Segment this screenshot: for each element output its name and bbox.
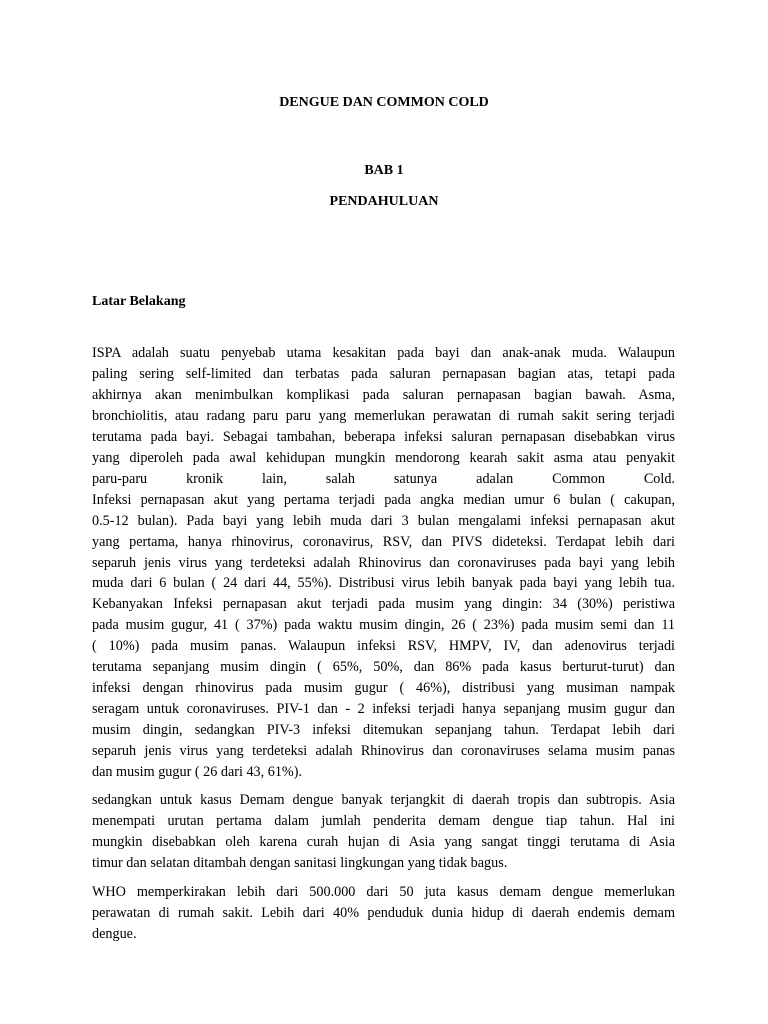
paragraph-line: akhirnya akan menimbulkan komplikasi pada saluran pernapasan bagian bawah. Asma, (92, 386, 675, 403)
paragraph-line: 0.5-12 bulan). Pada bayi yang lebih muda dari 3 bulan mengalami infeksi pernapasan akut (92, 512, 675, 529)
spread-word: Common (552, 470, 605, 487)
paragraph-line: sedangkan untuk kasus Demam dengue banyak terjangkit di daerah tropis dan subtropis. Asia (92, 792, 675, 808)
spread-word: satunya (393, 470, 438, 487)
spread-word: adalan (476, 470, 514, 487)
paragraph-line: separuh jenis virus yang terdeteksi adalah Rhinovirus dan coronaviruses pada bayi yang lebih (92, 554, 675, 571)
chapter-number: BAB 1 (364, 163, 404, 178)
paragraph-line: terutama sepanjang musim dingin ( 65%, 50%, dan 86% pada kasus berturut-turut) dan (92, 659, 675, 676)
paragraph-line: perawatan di rumah sakit. Lebih dari 40% penduduk dunia hidup di daerah endemis demam (92, 904, 675, 921)
paragraph-line: pada musim gugur, 41 ( 37%) pada waktu musim dingin, 26 ( 23%) pada musim semi dan 11 (92, 617, 675, 634)
paragraph-line: seragam untuk coronaviruses. PIV-1 dan - 2 infeksi terjadi hanya sepanjang musim gugur dan (92, 701, 675, 718)
paragraph-line-spread (92, 469, 675, 490)
paragraph-line: infeksi dengan rhinovirus pada musim gugur ( 46%), distribusi yang musiman nampak (92, 680, 675, 697)
spread-word: paru-paru (92, 470, 148, 487)
paragraph-who-estimate (92, 882, 675, 945)
document-title: DENGUE DAN COMMON COLD (279, 95, 489, 110)
paragraph-line: yang diperoleh pada awal kehidupan mungkin mendorong kearah sakit asma atau penyakit (92, 449, 675, 466)
spread-word: kronik (186, 470, 224, 487)
paragraph-line: Kebanyakan Infeksi pernapasan akut terjadi pada musim yang dingin: 34 (30%) peristiwa (92, 596, 675, 613)
paragraph-line: dan musim gugur ( 26 dari 43, 61%). (92, 764, 303, 781)
paragraph-line: Infeksi pernapasan akut yang pertama terjadi pada angka median umur 6 bulan ( cakupan, (92, 491, 675, 508)
spread-word: lain, (262, 470, 287, 487)
section-heading: Latar Belakang (92, 294, 186, 309)
paragraph-line: dengue. (92, 925, 137, 942)
paragraph-line: separuh jenis virus yang terdeteksi adalah Rhinovirus dan coronaviruses selama musim panas (92, 743, 675, 760)
spread-word: Cold. (643, 470, 675, 487)
paragraph-line: bronchiolitis, atau radang paru paru yang memerlukan perawatan di rumah sakit sering terjadi (92, 407, 675, 424)
paragraph-line: musim dingin, sedangkan PIV-3 infeksi ditemukan sepanjang tahun. Terdapat lebih dari (92, 722, 675, 739)
chapter-title: PENDAHULUAN (329, 194, 439, 209)
paragraph-line: ISPA adalah suatu penyebab utama kesakitan pada bayi dan anak-anak muda. Walaupun (92, 345, 675, 361)
paragraph-line: terutama pada bayi. Sebagai tambahan, beberapa infeksi saluran pernapasan disebabkan virus (92, 428, 675, 445)
paragraph-line: mungkin disebabkan oleh karena curah hujan di Asia yang sangat tinggi terutama di Asia (92, 833, 675, 850)
paragraph-line: paling sering self-limited dan terbatas pada saluran pernapasan bagian atas, tetapi pada (92, 365, 675, 382)
paragraph-line: ( 10%) pada musim panas. Walaupun infeksi RSV, HMPV, IV, dan adenovirus terjadi (92, 638, 675, 655)
paragraph-line: timur dan selatan ditambah dengan sanitasi lingkungan yang tidak bagus. (92, 854, 508, 871)
paragraph-line: menempati urutan pertama dalam jumlah penderita demam dengue tiap tahun. Hal ini (92, 812, 675, 829)
paragraph-line: yang pertama, hanya rhinovirus, coronavirus, RSV, dan PIVS dideteksi. Terdapat lebih dari (92, 533, 675, 550)
spread-word: salah (325, 470, 355, 487)
paragraph-line: muda dari 6 bulan ( 24 dari 44, 55%). Distribusi virus lebih banyak pada bayi yang lebih tua. (92, 575, 675, 592)
paragraph-dengue-asia (92, 790, 675, 874)
paragraph-latar-belakang (92, 343, 675, 783)
paragraph-line: WHO memperkirakan lebih dari 500.000 dari 50 juta kasus demam dengue memerlukan (92, 884, 675, 900)
